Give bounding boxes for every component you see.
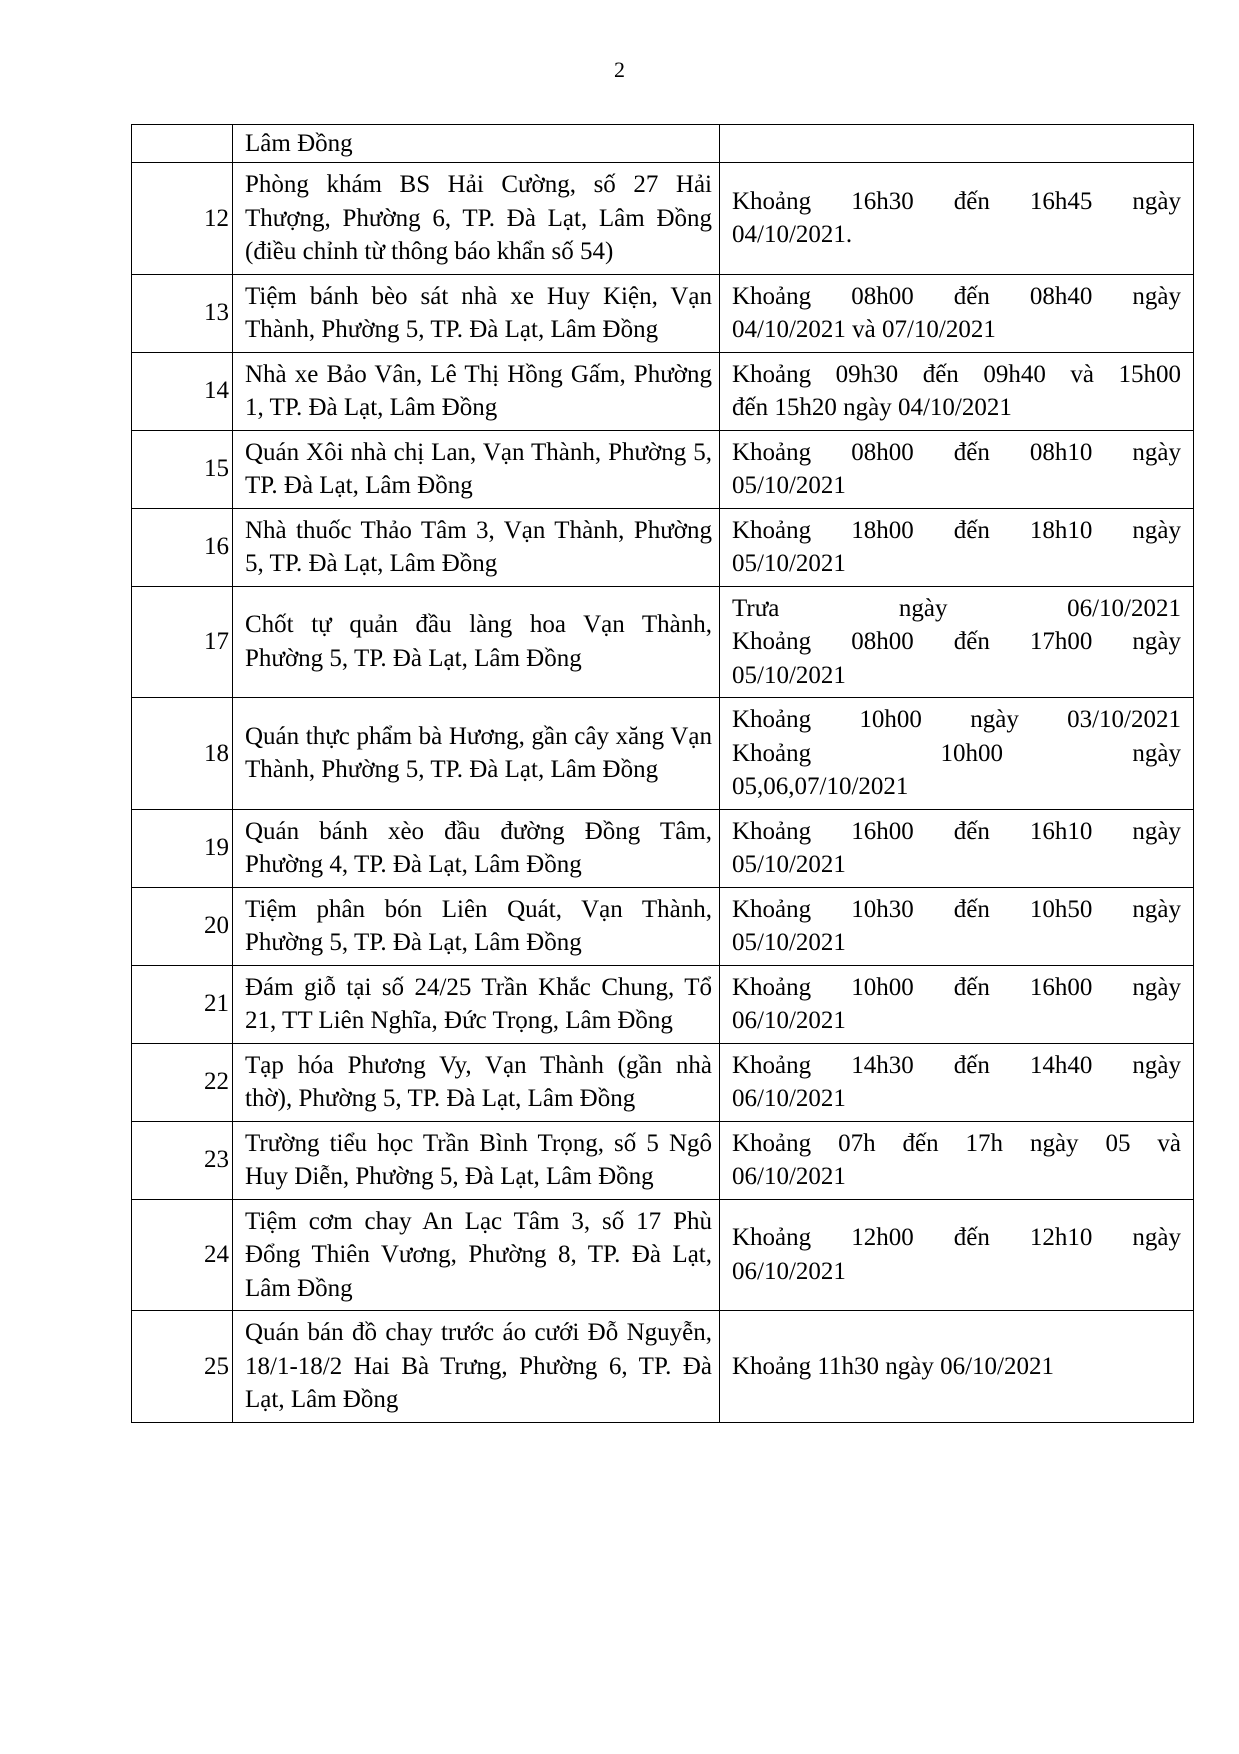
time-line: Khoảng 10h00 ngày 03/10/2021: [732, 706, 1181, 733]
time-line: Khoảng 10h00 ngày: [732, 739, 1181, 767]
time-cell: [720, 965, 1194, 1043]
time-cell: [720, 125, 1194, 163]
time-line: Khoảng 08h00 đến 08h40 ngày: [732, 282, 1181, 310]
time-line: Khoảng 16h00 đến 16h10 ngày: [732, 817, 1181, 845]
table-row: [132, 430, 1194, 508]
time-line: 05/10/2021: [732, 472, 846, 499]
time-cell: [720, 352, 1194, 430]
time-cell: [720, 508, 1194, 586]
time-line: Khoảng 14h30 đến 14h40 ngày: [732, 1051, 1181, 1079]
row-number-cell: 24: [132, 1199, 233, 1311]
time-cell: [720, 1043, 1194, 1121]
row-number-cell: 12: [132, 163, 233, 275]
table-row: [132, 887, 1194, 965]
row-number-cell: 16: [132, 508, 233, 586]
time-line: 05,06,07/10/2021: [732, 773, 909, 800]
table-row: [132, 1043, 1194, 1121]
location-cell: Đám giỗ tại số 24/25 Trần Khắc Chung, Tổ 21, TT Liên Nghĩa, Đức Trọng, Lâm Đồng: [233, 965, 720, 1043]
time-line: 06/10/2021: [732, 1007, 846, 1034]
time-line: Khoảng 18h00 đến 18h10 ngày: [732, 516, 1181, 544]
row-number-cell: 18: [132, 698, 233, 810]
time-line: Khoảng 09h30 đến 09h40 và 15h00: [732, 360, 1181, 388]
table-row: [132, 809, 1194, 887]
row-number-cell: 19: [132, 809, 233, 887]
time-line: Khoảng 10h30 đến 10h50 ngày: [732, 895, 1181, 923]
location-cell: Quán bán đồ chay trước áo cưới Đỗ Nguyễn, 18/1-18/2 Hai Bà Trưng, Phường 6, TP. Đà Lạt, Lâm Đồng: [233, 1311, 720, 1423]
location-cell: Lâm Đồng: [233, 125, 720, 163]
time-line: Khoảng 07h đến 17h ngày 05 và: [732, 1129, 1181, 1157]
time-cell: [720, 809, 1194, 887]
location-cell: Trường tiểu học Trần Bình Trọng, số 5 Ngô Huy Diễn, Phường 5, Đà Lạt, Lâm Đồng: [233, 1121, 720, 1199]
table-row: [132, 1311, 1194, 1423]
time-line: 04/10/2021 và 07/10/2021: [732, 316, 996, 343]
table-row-continuation: [132, 125, 1194, 163]
row-number-cell: 22: [132, 1043, 233, 1121]
time-cell: [720, 163, 1194, 275]
time-line: Khoảng 11h30 ngày 06/10/2021: [732, 1352, 1054, 1380]
row-number-cell: [132, 125, 233, 163]
page-number: 2: [614, 57, 625, 82]
table-row: [132, 352, 1194, 430]
exposure-locations-table: [131, 124, 1194, 1423]
location-cell: Quán Xôi nhà chị Lan, Vạn Thành, Phường 5, TP. Đà Lạt, Lâm Đồng: [233, 430, 720, 508]
location-cell: Tiệm bánh bèo sát nhà xe Huy Kiện, Vạn Thành, Phường 5, TP. Đà Lạt, Lâm Đồng: [233, 274, 720, 352]
location-cell: Tiệm cơm chay An Lạc Tâm 3, số 17 Phù Đổng Thiên Vương, Phường 8, TP. Đà Lạt, Lâm Đồng: [233, 1199, 720, 1311]
location-cell: Quán bánh xèo đầu đường Đồng Tâm, Phường 4, TP. Đà Lạt, Lâm Đồng: [233, 809, 720, 887]
time-cell: [720, 698, 1194, 810]
row-number-cell: 15: [132, 430, 233, 508]
time-line: Khoảng 08h00 đến 17h00 ngày: [732, 628, 1181, 655]
table-row: [132, 698, 1194, 810]
row-number-cell: 20: [132, 887, 233, 965]
time-line: Trưa ngày 06/10/2021: [732, 594, 1181, 622]
time-line: Khoảng 12h00 đến 12h10 ngày: [732, 1224, 1181, 1252]
time-cell: [720, 1311, 1194, 1423]
location-cell: Tạp hóa Phương Vy, Vạn Thành (gần nhà thờ), Phường 5, TP. Đà Lạt, Lâm Đồng: [233, 1043, 720, 1121]
time-line: 06/10/2021: [732, 1163, 846, 1190]
row-number-cell: 21: [132, 965, 233, 1043]
table-row: [132, 508, 1194, 586]
time-line: 04/10/2021.: [732, 221, 853, 249]
time-line: đến 15h20 ngày 04/10/2021: [732, 394, 1012, 421]
time-line: 06/10/2021: [732, 1257, 846, 1285]
row-number-cell: 23: [132, 1121, 233, 1199]
time-cell: [720, 887, 1194, 965]
location-cell: Tiệm phân bón Liên Quát, Vạn Thành, Phường 5, TP. Đà Lạt, Lâm Đồng: [233, 887, 720, 965]
time-cell: [720, 586, 1194, 698]
time-line: 05/10/2021: [732, 550, 846, 577]
table-row: [132, 163, 1194, 275]
location-cell: Nhà xe Bảo Vân, Lê Thị Hồng Gấm, Phường 1, TP. Đà Lạt, Lâm Đồng: [233, 352, 720, 430]
time-line: Khoảng 16h30 đến 16h45 ngày: [732, 187, 1181, 215]
time-cell: [720, 1121, 1194, 1199]
location-cell: Chốt tự quản đầu làng hoa Vạn Thành, Phường 5, TP. Đà Lạt, Lâm Đồng: [233, 586, 720, 698]
row-number-cell: 13: [132, 274, 233, 352]
table-row: [132, 1121, 1194, 1199]
row-number-cell: 14: [132, 352, 233, 430]
table-row: [132, 586, 1194, 698]
time-line: Khoảng 08h00 đến 08h10 ngày: [732, 438, 1181, 466]
time-line: 06/10/2021: [732, 1085, 846, 1112]
location-cell: Nhà thuốc Thảo Tâm 3, Vạn Thành, Phường 5, TP. Đà Lạt, Lâm Đồng: [233, 508, 720, 586]
row-number-cell: 17: [132, 586, 233, 698]
time-line: Khoảng 10h00 đến 16h00 ngày: [732, 973, 1181, 1001]
location-cell: Quán thực phẩm bà Hương, gần cây xăng Vạn Thành, Phường 5, TP. Đà Lạt, Lâm Đồng: [233, 698, 720, 810]
location-cell: Phòng khám BS Hải Cường, số 27 Hải Thượng, Phường 6, TP. Đà Lạt, Lâm Đồng (điều chỉnh từ thông báo khẩn số 54): [233, 163, 720, 275]
row-number-cell: 25: [132, 1311, 233, 1423]
table-row: [132, 274, 1194, 352]
time-line: 05/10/2021: [732, 661, 846, 689]
table-row: [132, 965, 1194, 1043]
time-cell: [720, 1199, 1194, 1311]
time-line: 05/10/2021: [732, 929, 846, 956]
time-line: 05/10/2021: [732, 851, 846, 878]
time-cell: [720, 430, 1194, 508]
table-row: [132, 1199, 1194, 1311]
time-cell: [720, 274, 1194, 352]
